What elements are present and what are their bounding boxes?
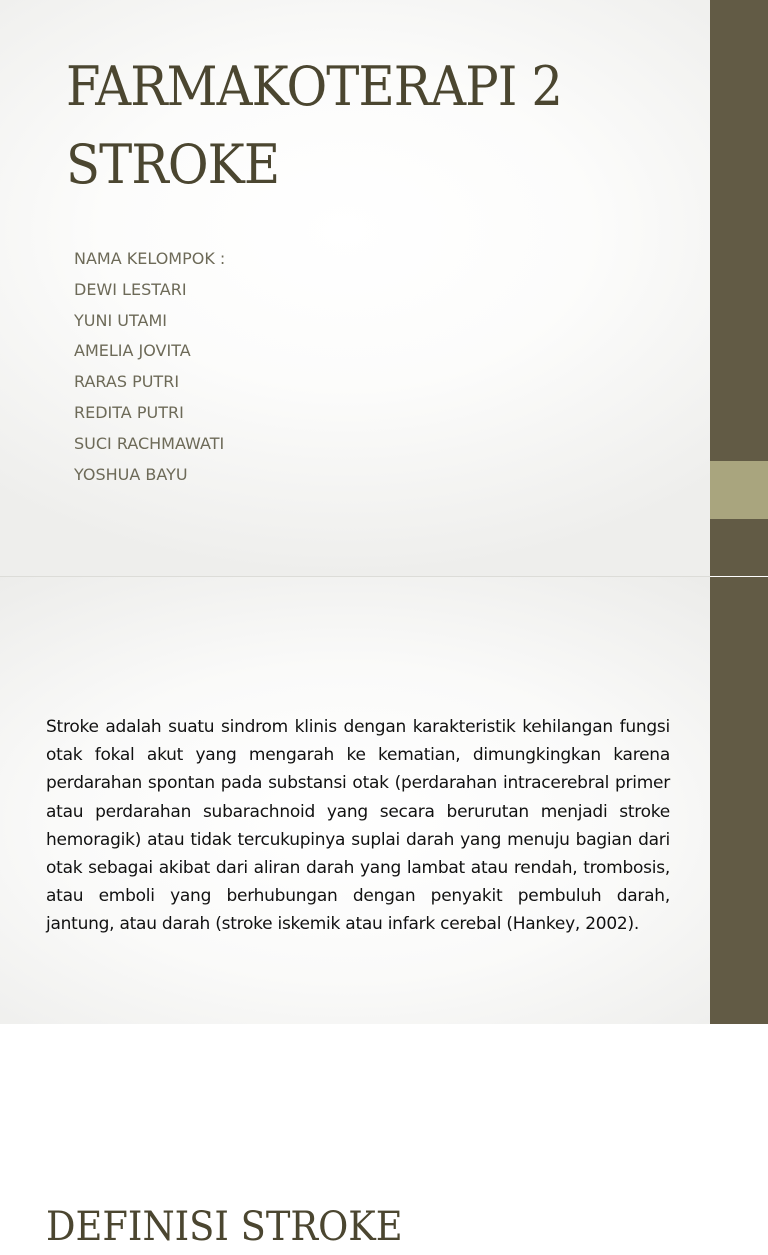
group-label: NAMA KELOMPOK : <box>74 249 226 268</box>
group-member-list <box>74 244 574 490</box>
title-line-1: FARMAKOTERAPI 2 <box>66 55 563 118</box>
member-item: YUNI UTAMI <box>74 310 167 330</box>
slide-sidebar-accent <box>710 461 768 519</box>
member-item: RARAS PUTRI <box>74 372 180 392</box>
member-item: SUCI RACHMAWATI <box>74 433 225 453</box>
member-item: YOSHUA BAYU <box>74 464 188 484</box>
title-line-2: STROKE <box>66 133 280 196</box>
member-item: REDITA PUTRI <box>74 402 184 422</box>
member-item: DEWI LESTARI <box>74 279 187 299</box>
slide-title <box>0 0 768 576</box>
definition-heading: DEFINISI STROKE <box>46 1204 403 1250</box>
member-item: AMELIA JOVITA <box>74 341 191 361</box>
slide-title-heading <box>66 48 646 204</box>
definition-body: Stroke adalah suatu sindrom klinis dengan karakteristik kehilangan fungsi otak fokal akut yang mengarah ke kematian, dimungkingkan karena perdarahan spontan pada substansi otak (perdarahan intracerebral primer atau perdarahan subarachnoid yang secara berurutan menjadi stroke hemoragik) atau tidak tercukupinya suplai darah yang menuju bagian dari otak sebagai akibat dari aliran darah yang lambat atau rendah, trombosis, atau emboli yang berhubungan dengan penyakit pembuluh darah, jantung, atau darah (stroke iskemik atau infark cerebal (Hankey, 2002). <box>46 717 670 935</box>
slide-sidebar-decoration <box>710 577 768 1024</box>
